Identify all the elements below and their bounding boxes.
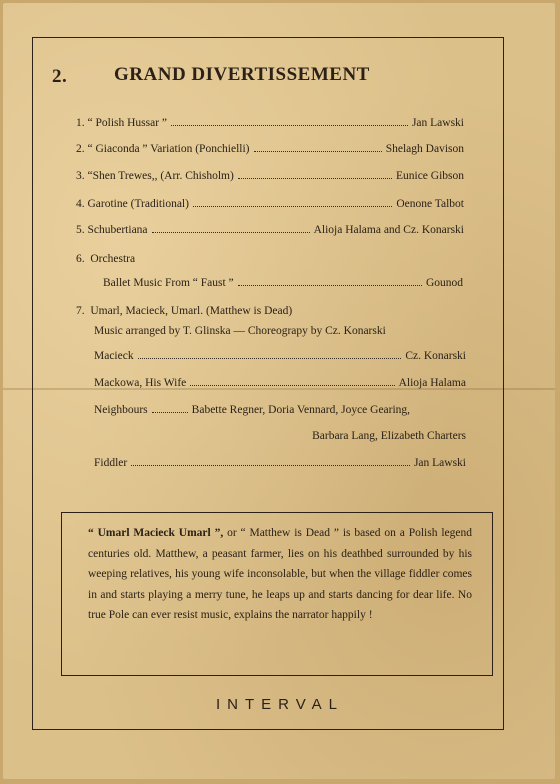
cast-row bbox=[94, 377, 466, 389]
cast-role: Mackowa, His Wife bbox=[94, 377, 187, 389]
dot-leader bbox=[190, 385, 394, 386]
item-title: “ Giaconda ” Variation (Ponchielli) bbox=[87, 143, 250, 155]
item-title: “Shen Trewes,, (Arr. Chisholm) bbox=[87, 170, 234, 182]
item-performer: Shelagh Davison bbox=[385, 143, 464, 155]
story-note-box bbox=[61, 512, 493, 676]
item-credits: Music arranged by T. Glinska — Choreograpy by Cz. Konarski bbox=[94, 325, 386, 337]
item-title: Umarl, Macieck, Umarl. (Matthew is Dead) bbox=[90, 305, 293, 317]
dot-leader bbox=[152, 412, 188, 413]
cast-row-fiddler bbox=[94, 457, 466, 469]
cast-actor: Alioja Halama bbox=[398, 377, 466, 389]
cast-row bbox=[94, 350, 466, 362]
item-number: 5. bbox=[76, 224, 85, 236]
item-performer: Alioja Halama and Cz. Konarski bbox=[313, 224, 464, 236]
item-number: 7. bbox=[76, 305, 85, 317]
programme-item-1 bbox=[76, 117, 464, 129]
cast-role: Macieck bbox=[94, 350, 134, 362]
item-number: 1. bbox=[76, 117, 85, 129]
dot-leader bbox=[238, 178, 392, 179]
item-title: Orchestra bbox=[90, 253, 136, 265]
cast-actor: Babette Regner, Doria Vennard, Joyce Gearing, bbox=[191, 404, 411, 416]
interval-label: INTERVAL bbox=[216, 696, 344, 713]
item-title: Garotine (Traditional) bbox=[87, 198, 189, 210]
item-performer: Jan Lawski bbox=[411, 117, 464, 129]
programme-item-7 bbox=[76, 305, 292, 317]
programme-item-6-sub bbox=[103, 277, 463, 289]
programme-item-4 bbox=[76, 198, 464, 210]
dot-leader bbox=[152, 232, 310, 233]
dot-leader bbox=[171, 125, 408, 126]
cast-role: Fiddler bbox=[94, 457, 128, 469]
dot-leader bbox=[138, 358, 402, 359]
programme-item-2 bbox=[76, 143, 464, 155]
item-title: Ballet Music From “ Faust ” bbox=[103, 277, 234, 289]
dot-leader bbox=[131, 465, 410, 466]
cast-actor: Jan Lawski bbox=[413, 457, 466, 469]
item-number: 4. bbox=[76, 198, 85, 210]
programme-item-6 bbox=[76, 253, 135, 265]
item-title: “ Polish Hussar ” bbox=[87, 117, 168, 129]
dot-leader bbox=[254, 151, 382, 152]
story-note bbox=[88, 523, 472, 626]
cast-actor: Cz. Konarski bbox=[405, 350, 466, 362]
dot-leader bbox=[193, 206, 392, 207]
cast-row-neighbours bbox=[94, 404, 466, 416]
story-title: “ Umarl Macieck Umarl ”, bbox=[88, 527, 224, 539]
item-performer: Oenone Talbot bbox=[396, 198, 464, 210]
programme-item-3 bbox=[76, 170, 464, 182]
section-number: 2. bbox=[52, 66, 68, 87]
cast-actor-continued: Barbara Lang, Elizabeth Charters bbox=[312, 430, 466, 442]
item-number: 6. bbox=[76, 253, 85, 265]
item-number: 3. bbox=[76, 170, 85, 182]
item-number: 2. bbox=[76, 143, 85, 155]
item-title: Schubertiana bbox=[87, 224, 148, 236]
dot-leader bbox=[238, 285, 422, 286]
story-text: or “ Matthew is Dead ” is based on a Polish legend centuries old. Matthew, a peasant farmer, lies on his deathbed surrounded by his weeping relatives, his young wife inconsolable, but when the village fiddler comes in and starts playing a merry tune, he leaps up and starts dancing for dear life. No true Pole can ever resist music, explains the narrator happily ! bbox=[88, 527, 472, 621]
section-title: GRAND DIVERTISSEMENT bbox=[114, 64, 370, 85]
item-composer: Gounod bbox=[425, 277, 463, 289]
programme-item-5 bbox=[76, 224, 464, 236]
item-performer: Eunice Gibson bbox=[395, 170, 464, 182]
cast-role: Neighbours bbox=[94, 404, 148, 416]
